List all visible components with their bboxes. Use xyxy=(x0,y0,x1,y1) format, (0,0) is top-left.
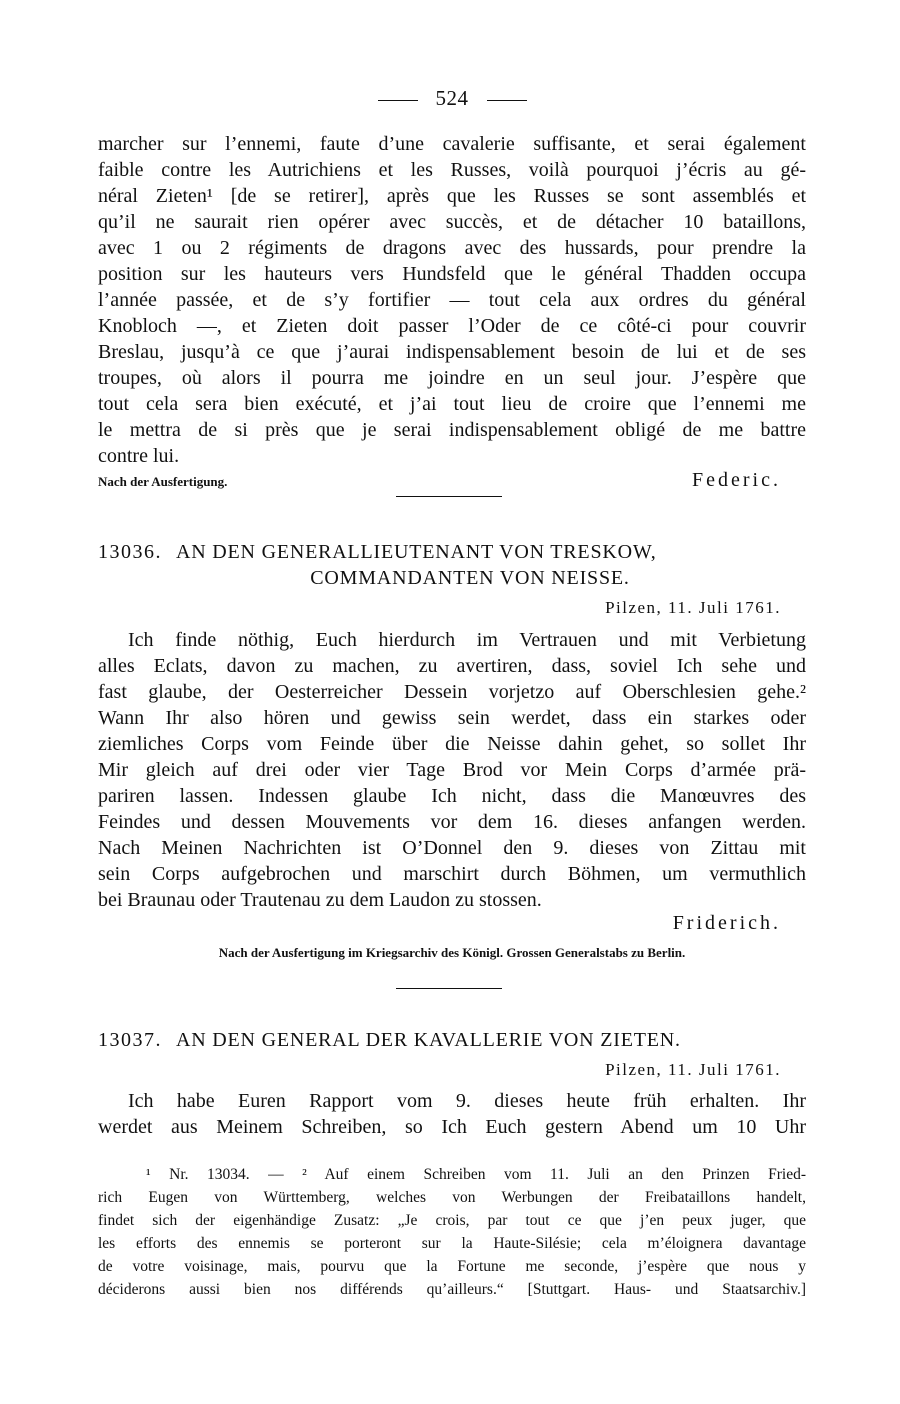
signature: Federic. xyxy=(692,469,781,491)
text-line: werdet aus Meinem Schreiben, so Ich Euch gestern Abend um 10 Uhr xyxy=(98,1116,806,1138)
letter-title-line2: COMMANDANTEN VON NEISSE. xyxy=(310,567,630,589)
text-line: bei Braunau oder Trautenau zu dem Laudon zu stossen. xyxy=(98,889,542,911)
header-dash-right xyxy=(487,100,527,101)
text-line: le mettra de si près que je serai indispensablement obligé de me battre xyxy=(98,419,806,441)
prev-letter-text xyxy=(98,131,806,469)
text-line: Nach Meinen Nachrichten ist O’Donnel den 9. dieses von Zittau mit xyxy=(98,837,806,859)
text-line: pariren lassen. Indessen glaube Ich nicht, dass die Manœuvres des xyxy=(98,785,806,807)
text-line: avec 1 ou 2 régiments de dragons avec des hussards, pour prendre la xyxy=(98,237,806,259)
section-divider xyxy=(396,496,502,497)
footnotes xyxy=(98,1163,806,1301)
text-line: Ich finde nöthig, Euch hierdurch im Vertrauen und mit Verbietung xyxy=(128,629,806,651)
signature: Friderich. xyxy=(672,912,781,934)
letter-13037-text xyxy=(98,1088,806,1140)
letter-title-line1: AN DEN GENERALLIEUTENANT VON TRESKOW, xyxy=(176,541,657,563)
text-line: Knobloch —, et Zieten doit passer l’Oder de ce côté-ci pour couvrir xyxy=(98,315,806,337)
page-number: 524 xyxy=(435,86,469,110)
text-line: faible contre les Autrichiens et les Russes, voilà pourquoi j’écris au gé- xyxy=(98,159,806,181)
text-line: Mir gleich auf drei oder vier Tage Brod vor Mein Corps d’armée prä- xyxy=(98,759,806,781)
text-line: troupes, où alors il pourra me joindre en un seul jour. J’espère que xyxy=(98,367,806,389)
text-line: fast glaube, der Oesterreicher Dessein vorjetzo auf Oberschlesien gehe.² xyxy=(98,681,806,703)
letter-heading xyxy=(98,541,806,564)
text-line: alles Eclats, davon zu machen, zu avertiren, dass, soviel Ich sehe und xyxy=(98,655,806,677)
dateline: Pilzen, 11. Juli 1761. xyxy=(605,1060,781,1079)
letter-heading xyxy=(98,1029,806,1052)
footnote-line: de votre voisinage, mais, pourvu que la Fortune me seconde, j’espère que nous y xyxy=(98,1258,806,1275)
text-line: néral Zieten¹ [de se retirer], après que les Russes se sont assemblés et xyxy=(98,185,806,207)
footnote-line: déciderons aussi bien nos différends qu’ailleurs.“ [Stuttgart. Haus- und Staatsarchiv.] xyxy=(98,1281,806,1298)
text-line: position sur les hauteurs vers Hundsfeld que le général Thadden occupa xyxy=(98,263,806,285)
letter-number: 13037. xyxy=(98,1029,162,1051)
text-line: l’année passée, et de s’y fortifier — tout cela aux ordres du général xyxy=(98,289,806,311)
prev-letter-footer xyxy=(98,466,806,492)
footnote-line: les efforts des ennemis se porteront sur la Haute-Silésie; cela m’éloignera davantage xyxy=(98,1235,806,1252)
letter-title: AN DEN GENERAL DER KAVALLERIE VON ZIETEN. xyxy=(176,1029,681,1051)
source-note: Nach der Ausfertigung im Kriegsarchiv des Königl. Grossen Generalstabs zu Berlin. xyxy=(218,945,686,960)
footnote-line: findet sich der eigenhändige Zusatz: „Je crois, par tout ce que j’en peux juger, que xyxy=(98,1212,806,1229)
text-line: Breslau, jusqu’à ce que j’aurai indispensablement besoin de lui et de ses xyxy=(98,341,806,363)
page-header xyxy=(98,86,806,111)
section-divider xyxy=(396,988,502,989)
text-line: marcher sur l’ennemi, faute d’une cavalerie suffisante, et serai également xyxy=(98,133,806,155)
footnote-line: rich Eugen von Württemberg, welches von Werbungen der Freibataillons handelt, xyxy=(98,1189,806,1206)
text-line: Wann Ihr also hören und gewiss sein werdet, dass ein starkes oder xyxy=(98,707,806,729)
header-dash-left xyxy=(378,100,418,101)
text-line: Ich habe Euren Rapport vom 9. dieses heute früh erhalten. Ihr xyxy=(128,1090,806,1112)
letter-13036-text xyxy=(98,627,806,913)
text-line: qu’il ne saurait rien opérer avec succès, et de détacher 10 bataillons, xyxy=(98,211,806,233)
text-line: ziemliches Corps vom Feinde über die Neisse dahin gehet, so sollet Ihr xyxy=(98,733,806,755)
text-line: sein Corps aufgebrochen und marschirt durch Böhmen, um vermuthlich xyxy=(98,863,806,885)
source-note: Nach der Ausfertigung. xyxy=(98,474,228,489)
footnote-line: ¹ Nr. 13034. — ² Auf einem Schreiben vom 11. Juli an den Prinzen Fried- xyxy=(146,1166,806,1183)
text-line: tout cela sera bien exécuté, et j’ai tout lieu de croire que l’ennemi me xyxy=(98,393,806,415)
text-line: contre lui. xyxy=(98,445,180,467)
book-page xyxy=(98,0,806,1404)
text-line: Feindes und dessen Mouvements vor dem 16. dieses anfangen werden. xyxy=(98,811,806,833)
letter-number: 13036. xyxy=(98,541,162,563)
dateline: Pilzen, 11. Juli 1761. xyxy=(605,598,781,617)
letter-heading-cont xyxy=(98,567,806,590)
